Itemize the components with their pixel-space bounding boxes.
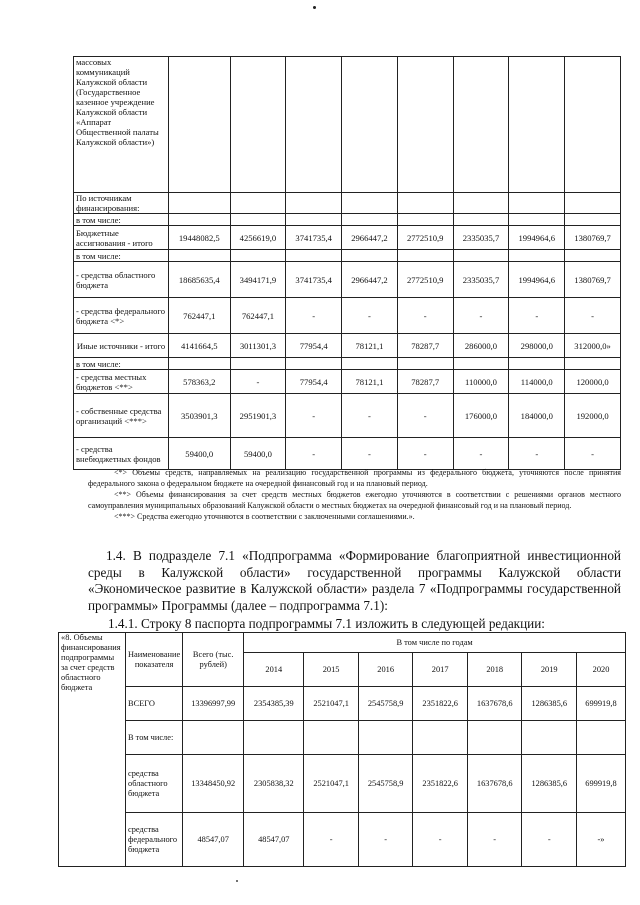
table1-row-label: - средства областного бюджета [74, 262, 169, 298]
table1-cell: 298000,0 [509, 334, 565, 358]
table1-cell: 78121,1 [342, 370, 398, 394]
continuation-label-cell: массовых коммуникаций Калужской области (Государственное казенное учреждение Калужской области «Аппарат Общественной палаты Калужской области») [74, 57, 169, 193]
table2-cell: 2354385,39 [244, 687, 304, 721]
table1-cell: 312000,0» [565, 334, 621, 358]
table2-total-cell: 48547,07 [183, 813, 244, 867]
table1-row [74, 370, 621, 394]
table1-cell [397, 250, 453, 262]
table1-cell: - [453, 298, 509, 334]
table1-cell [565, 250, 621, 262]
table1-cell [169, 214, 231, 226]
table1-cell: 762447,1 [169, 298, 231, 334]
table1-row-label: в том числе: [74, 214, 169, 226]
table1-cell [342, 214, 398, 226]
table1-row [74, 226, 621, 250]
table1-row [74, 250, 621, 262]
table1-row [74, 298, 621, 334]
table1-cell: 78287,7 [397, 334, 453, 358]
table1-cell [286, 250, 342, 262]
table2-cell: 2545758,9 [358, 687, 413, 721]
table1-cell: 1994964,6 [509, 262, 565, 298]
table1-row [74, 262, 621, 298]
table1-row [74, 438, 621, 470]
table1-cell [397, 214, 453, 226]
table1-cell [397, 193, 453, 214]
table2-cell: - [522, 813, 577, 867]
table2-cell: 1637678,6 [467, 755, 522, 813]
table1-cell: 2951901,3 [230, 394, 286, 438]
table1-cell: - [453, 438, 509, 470]
table2-row-label: ВСЕГО [126, 687, 183, 721]
table1-cell [230, 250, 286, 262]
table1-cell: - [286, 438, 342, 470]
lead-label-cell: «8. Объемы финансирования подпрограммы за счет средств областного бюджета [59, 633, 126, 867]
table2-total-cell [183, 721, 244, 755]
table1-row-label: - средства местных бюджетов <**> [74, 370, 169, 394]
table2-cell [304, 721, 359, 755]
table1-cell [169, 358, 231, 370]
table1-row [74, 358, 621, 370]
footnote-3: <***> Средства ежегодно уточняются в соответствии с заключенными соглашениями.». [114, 512, 415, 521]
footnote-2: <**> Объемы финансирования за счет средств местных бюджетов ежегодно уточняются в соответствии с решениями органов местного самоуправления муниципальных образований Калужской области о местных бюджетах на очередной финансовый год и на плановый период. [88, 490, 621, 510]
table1-cell: 578363,2 [169, 370, 231, 394]
table1-cell: 59400,0 [169, 438, 231, 470]
table1-cell: 2966447,2 [342, 226, 398, 250]
table2-cell: 2545758,9 [358, 755, 413, 813]
footnotes [88, 467, 621, 522]
table1-cell: - [342, 298, 398, 334]
table2-row [59, 755, 626, 813]
table1-cell: 762447,1 [230, 298, 286, 334]
table1-cell [453, 214, 509, 226]
table1-cell: 3494171,9 [230, 262, 286, 298]
table1-cell: 184000,0 [509, 394, 565, 438]
table1-cell [509, 250, 565, 262]
table2-cell: 1286385,6 [522, 687, 577, 721]
table1-cell: - [286, 298, 342, 334]
table1-cell: - [342, 438, 398, 470]
table1-cell [565, 358, 621, 370]
table1-cell [230, 193, 286, 214]
table1-cell [230, 214, 286, 226]
table1-cell: 120000,0 [565, 370, 621, 394]
page-mark-dot-bottom [236, 880, 238, 882]
col-header-years-group: В том числе по годам [244, 633, 626, 653]
table2-cell: - [304, 813, 359, 867]
table1-cell [230, 358, 286, 370]
year-header-2019: 2019 [522, 653, 577, 687]
table1-cell [397, 358, 453, 370]
table2-cell: 1286385,6 [522, 755, 577, 813]
table2-cell: 699919,8 [577, 687, 626, 721]
year-header-2014: 2014 [244, 653, 304, 687]
table1-row-label: в том числе: [74, 250, 169, 262]
table2-cell: 2305838,32 [244, 755, 304, 813]
table1-cell [453, 193, 509, 214]
table1-cell: 2966447,2 [342, 262, 398, 298]
table2-cell: 699919,8 [577, 755, 626, 813]
page-mark-dot [313, 6, 316, 9]
table2-cell: 2351822,6 [413, 687, 468, 721]
table1-cell: 3503901,3 [169, 394, 231, 438]
table1-cell: 2772510,9 [397, 226, 453, 250]
table1-row-label: - средства внебюджетных фондов [74, 438, 169, 470]
table1-cell: - [286, 394, 342, 438]
table1-row-label: Бюджетные ассигнования - итого [74, 226, 169, 250]
table2-cell: 2521047,1 [304, 687, 359, 721]
table1-cell: 114000,0 [509, 370, 565, 394]
col-header-name: Наименование показателя [126, 633, 183, 687]
paragraph-1-4-1: 1.4.1. Строку 8 паспорта подпрограммы 7.1 изложить в следующей редакции: [108, 616, 545, 631]
table1-cell: 3741735,4 [286, 262, 342, 298]
table1-cell [169, 250, 231, 262]
table1-cell: 3741735,4 [286, 226, 342, 250]
table1-row [74, 394, 621, 438]
table1-cell: 59400,0 [230, 438, 286, 470]
col-header-total: Всего (тыс. рублей) [183, 633, 244, 687]
table1-cell: 78121,1 [342, 334, 398, 358]
table1-cell [565, 214, 621, 226]
table1-cell: - [230, 370, 286, 394]
table1-row-label: - собственные средства организаций <***> [74, 394, 169, 438]
table2-row-label: средства областного бюджета [126, 755, 183, 813]
table2-row [59, 687, 626, 721]
table1-cell [286, 214, 342, 226]
table2-cell: 2521047,1 [304, 755, 359, 813]
table1-cell: - [397, 394, 453, 438]
table2-cell: - [358, 813, 413, 867]
table1-cell: 1380769,7 [565, 262, 621, 298]
table2-row [59, 813, 626, 867]
subprogram-financing-table [58, 632, 626, 867]
table2-cell [522, 721, 577, 755]
footnote-1: <*> Объемы средств, направляемых на реализацию государственной программы из федерального бюджета, уточняются после принятия федерального закона о федеральном бюджете на очередной финансовый год и на плановый период. [88, 468, 621, 488]
year-header-2016: 2016 [358, 653, 413, 687]
year-header-2020: 2020 [577, 653, 626, 687]
table1-cell [342, 193, 398, 214]
year-header-2015: 2015 [304, 653, 359, 687]
table2-total-cell: 13396997,99 [183, 687, 244, 721]
table1-cell: 286000,0 [453, 334, 509, 358]
year-header-2018: 2018 [467, 653, 522, 687]
table1-cell [342, 250, 398, 262]
table1-row-label: - средства федерального бюджета <*> [74, 298, 169, 334]
table2-cell: 1637678,6 [467, 687, 522, 721]
table2-row-label: В том числе: [126, 721, 183, 755]
table1-cell: - [397, 438, 453, 470]
table1-cell: 1994964,6 [509, 226, 565, 250]
table1-cell: - [565, 438, 621, 470]
table1-cell: 110000,0 [453, 370, 509, 394]
table1-cell [509, 214, 565, 226]
table1-cell: 77954,4 [286, 370, 342, 394]
table1-cell: 4256619,0 [230, 226, 286, 250]
table2-cell [358, 721, 413, 755]
table1-cell: 192000,0 [565, 394, 621, 438]
table2-row-label: средства федерального бюджета [126, 813, 183, 867]
table1-row-label: По источникам финансирования: [74, 193, 169, 214]
table1-cell: 2335035,7 [453, 226, 509, 250]
table1-cell [286, 193, 342, 214]
table1-cell: - [565, 298, 621, 334]
table1-cell: 19448082,5 [169, 226, 231, 250]
table2-cell: - [467, 813, 522, 867]
table2-total-cell: 13348450,92 [183, 755, 244, 813]
table2-cell: 2351822,6 [413, 755, 468, 813]
table1-row [74, 334, 621, 358]
table1-cell: 3011301,3 [230, 334, 286, 358]
table2-cell: -» [577, 813, 626, 867]
table2-cell [577, 721, 626, 755]
table2-cell [244, 721, 304, 755]
table1-cell: 18685635,4 [169, 262, 231, 298]
table2-cell: 48547,07 [244, 813, 304, 867]
table1-cell [342, 358, 398, 370]
table2-cell: - [413, 813, 468, 867]
table1-cell: 2772510,9 [397, 262, 453, 298]
table1-row-label: Иные источники - итого [74, 334, 169, 358]
table1-cell [509, 358, 565, 370]
table2-cell [467, 721, 522, 755]
table2-cell [413, 721, 468, 755]
table1-cell: 4141664,5 [169, 334, 231, 358]
table1-cell: - [509, 438, 565, 470]
table1-cell: - [342, 394, 398, 438]
table1-cell: 176000,0 [453, 394, 509, 438]
table1-cell: - [509, 298, 565, 334]
financing-table-continued [73, 56, 621, 470]
year-header-2017: 2017 [413, 653, 468, 687]
table1-row [74, 214, 621, 226]
paragraph-1-4: 1.4. В подразделе 7.1 «Подпрограмма «Формирование благоприятной инвестиционной среды в Калужской области» государственной программы Калужской области «Экономическое развитие в Калужской области» раздела 7 «Подпрограммы государственной программы» Программы (далее – подпрограмма 7.1): [88, 548, 621, 613]
table1-cell [565, 193, 621, 214]
table1-cell [509, 193, 565, 214]
table1-cell [286, 358, 342, 370]
table1-cell: 78287,7 [397, 370, 453, 394]
table1-cell: 77954,4 [286, 334, 342, 358]
table1-cell [453, 250, 509, 262]
table1-cell: 2335035,7 [453, 262, 509, 298]
table1-cell [169, 193, 231, 214]
table1-row [74, 193, 621, 214]
table2-row [59, 721, 626, 755]
table1-row-label: в том числе: [74, 358, 169, 370]
table1-cell [453, 358, 509, 370]
table1-cell: - [397, 298, 453, 334]
table1-cell: 1380769,7 [565, 226, 621, 250]
